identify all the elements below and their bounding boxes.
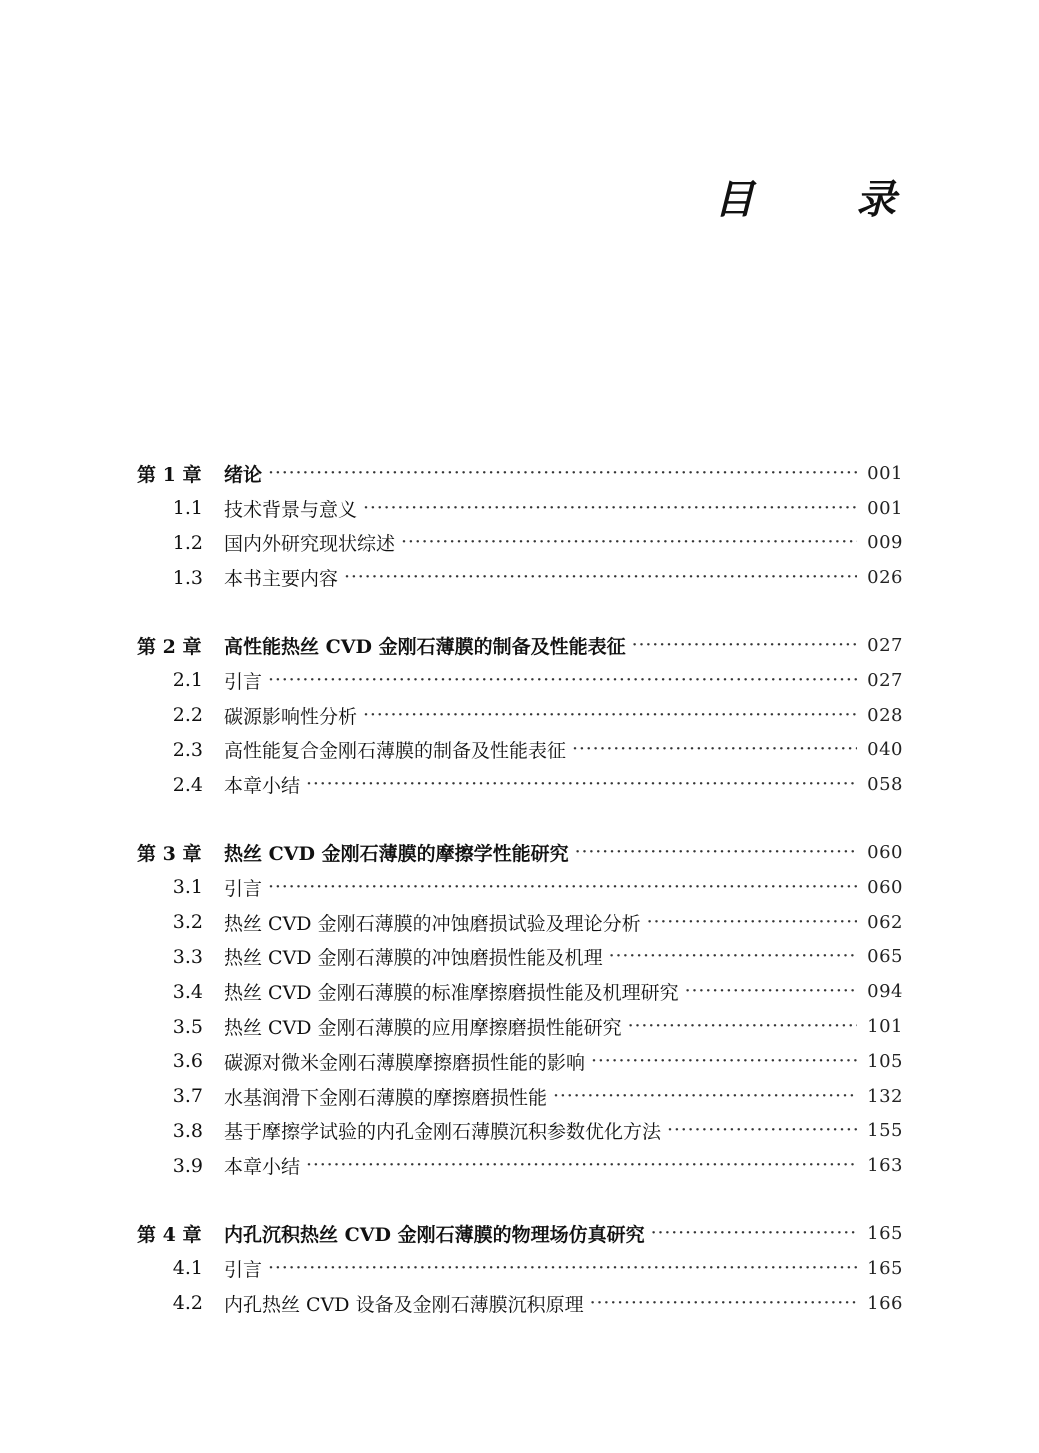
toc-section-row[interactable] bbox=[0, 1148, 1039, 1183]
toc-entry-body bbox=[224, 874, 903, 901]
toc-entry-body bbox=[224, 495, 903, 522]
page-number: 026 bbox=[867, 567, 903, 589]
toc-entry-body bbox=[224, 839, 903, 866]
toc-entry-body bbox=[224, 771, 903, 798]
section-title: 技术背景与意义 bbox=[224, 498, 358, 521]
toc-section-row[interactable] bbox=[0, 940, 1039, 975]
toc-entry-body bbox=[224, 564, 903, 591]
dot-leader bbox=[667, 1119, 857, 1138]
section-title: 引言 bbox=[224, 877, 263, 900]
chapter-title: 热丝 CVD 金刚石薄膜的摩擦学性能研究 bbox=[224, 843, 569, 866]
section-number: 1.1 bbox=[172, 497, 203, 520]
section-title: 本章小结 bbox=[224, 1156, 301, 1179]
section-title: 引言 bbox=[224, 1258, 263, 1281]
toc-entry-body bbox=[224, 529, 903, 556]
toc-chapter-block bbox=[0, 628, 1039, 802]
page-title: 目 录 bbox=[714, 177, 940, 223]
page-number: 163 bbox=[867, 1155, 903, 1177]
section-number: 3.2 bbox=[172, 911, 203, 934]
section-title: 内孔热丝 CVD 设备及金刚石薄膜沉积原理 bbox=[224, 1293, 584, 1316]
section-number: 2.4 bbox=[172, 773, 203, 796]
page-number: 094 bbox=[867, 981, 903, 1003]
toc-section-row[interactable] bbox=[0, 1286, 1039, 1321]
toc-section-row[interactable] bbox=[0, 974, 1039, 1009]
dot-leader bbox=[651, 1222, 858, 1241]
dot-leader bbox=[306, 1154, 857, 1173]
page-number: 027 bbox=[867, 635, 903, 657]
dot-leader bbox=[572, 738, 857, 757]
dot-leader bbox=[268, 876, 857, 895]
section-number: 3.1 bbox=[172, 876, 203, 899]
page-number: 040 bbox=[867, 739, 903, 761]
chapter-title: 高性能热丝 CVD 金刚石薄膜的制备及性能表征 bbox=[224, 636, 626, 659]
toc-entry-body bbox=[224, 1083, 903, 1110]
section-number: 1.2 bbox=[172, 531, 203, 554]
section-number: 3.3 bbox=[172, 945, 203, 968]
dot-leader bbox=[647, 911, 858, 930]
section-title: 热丝 CVD 金刚石薄膜的冲蚀磨损试验及理论分析 bbox=[224, 912, 641, 935]
toc-entry-body bbox=[224, 632, 903, 659]
toc-chapter-row[interactable] bbox=[0, 835, 1039, 870]
page-number: 060 bbox=[867, 842, 903, 864]
page-number: 058 bbox=[867, 774, 903, 796]
toc-entry-body bbox=[224, 1255, 903, 1282]
toc-entry-body bbox=[224, 702, 903, 729]
dot-leader bbox=[306, 773, 857, 792]
dot-leader bbox=[363, 704, 857, 723]
toc-entry-body bbox=[224, 1048, 903, 1075]
toc-chapter-block bbox=[0, 456, 1039, 595]
section-number: 3.6 bbox=[172, 1050, 203, 1073]
chapter-number: 第 4 章 bbox=[137, 1224, 202, 1247]
table-of-contents bbox=[0, 456, 1039, 1354]
section-number: 3.8 bbox=[172, 1119, 203, 1142]
dot-leader bbox=[632, 634, 858, 653]
toc-entry-body bbox=[224, 1152, 903, 1179]
dot-leader bbox=[344, 566, 857, 585]
dot-leader bbox=[268, 669, 857, 688]
toc-section-row[interactable] bbox=[0, 491, 1039, 526]
toc-entry-body bbox=[224, 1290, 903, 1317]
page-number: 132 bbox=[867, 1085, 903, 1107]
section-number: 3.5 bbox=[172, 1015, 203, 1038]
section-title: 热丝 CVD 金刚石薄膜的冲蚀磨损性能及机理 bbox=[224, 947, 603, 970]
toc-section-row[interactable] bbox=[0, 870, 1039, 905]
dot-leader bbox=[401, 531, 857, 550]
toc-entry-body bbox=[224, 1013, 903, 1040]
page-number: 166 bbox=[867, 1292, 903, 1314]
page-number: 065 bbox=[867, 946, 903, 968]
toc-section-row[interactable] bbox=[0, 767, 1039, 802]
chapter-number: 第 2 章 bbox=[137, 636, 202, 659]
page-number: 001 bbox=[867, 462, 903, 484]
toc-entry-body bbox=[224, 943, 903, 970]
section-title: 本书主要内容 bbox=[224, 568, 339, 591]
toc-entry-body bbox=[224, 978, 903, 1005]
toc-chapter-block bbox=[0, 835, 1039, 1183]
page-number: 105 bbox=[867, 1050, 903, 1072]
chapter-number: 第 1 章 bbox=[137, 463, 202, 486]
page-number: 165 bbox=[867, 1223, 903, 1245]
section-number: 2.3 bbox=[172, 738, 203, 761]
dot-leader bbox=[685, 980, 858, 999]
section-title: 本章小结 bbox=[224, 775, 301, 798]
toc-section-row[interactable] bbox=[0, 905, 1039, 940]
section-number: 4.2 bbox=[172, 1292, 203, 1315]
section-title: 基于摩擦学试验的内孔金刚石薄膜沉积参数优化方法 bbox=[224, 1121, 662, 1144]
section-title: 引言 bbox=[224, 670, 263, 693]
chapter-number: 第 3 章 bbox=[137, 843, 202, 866]
toc-chapter-row[interactable] bbox=[0, 456, 1039, 491]
toc-section-row[interactable] bbox=[0, 526, 1039, 561]
section-number: 4.1 bbox=[172, 1257, 203, 1280]
toc-section-row[interactable] bbox=[0, 560, 1039, 595]
section-number: 3.9 bbox=[172, 1154, 203, 1177]
toc-section-row[interactable] bbox=[0, 663, 1039, 698]
page-number: 165 bbox=[867, 1257, 903, 1279]
toc-entry-body bbox=[224, 460, 903, 487]
section-number: 3.7 bbox=[172, 1085, 203, 1108]
toc-entry-body bbox=[224, 1117, 903, 1144]
section-title: 碳源影响性分析 bbox=[224, 705, 358, 728]
dot-leader bbox=[268, 1257, 857, 1276]
dot-leader bbox=[553, 1085, 857, 1104]
toc-chapter-block bbox=[0, 1216, 1039, 1320]
dot-leader bbox=[268, 462, 857, 481]
chapter-title: 绪论 bbox=[224, 463, 263, 486]
chapter-title: 内孔沉积热丝 CVD 金刚石薄膜的物理场仿真研究 bbox=[224, 1224, 645, 1247]
toc-entry-body bbox=[224, 667, 903, 694]
section-title: 高性能复合金刚石薄膜的制备及性能表征 bbox=[224, 740, 567, 763]
page-number: 001 bbox=[867, 497, 903, 519]
section-number: 2.1 bbox=[172, 669, 203, 692]
page-number: 101 bbox=[867, 1016, 903, 1038]
page-number: 027 bbox=[867, 669, 903, 691]
section-number: 3.4 bbox=[172, 980, 203, 1003]
dot-leader bbox=[628, 1015, 858, 1034]
dot-leader bbox=[591, 1050, 857, 1069]
section-number: 1.3 bbox=[172, 566, 203, 589]
toc-section-row[interactable] bbox=[0, 1079, 1039, 1114]
toc-entry-body bbox=[224, 736, 903, 763]
toc-entry-body bbox=[224, 909, 903, 936]
toc-section-row[interactable] bbox=[0, 1044, 1039, 1079]
dot-leader bbox=[575, 841, 858, 860]
toc-chapter-row[interactable] bbox=[0, 1216, 1039, 1251]
toc-entry-body bbox=[224, 1220, 903, 1247]
toc-section-row[interactable] bbox=[0, 733, 1039, 768]
page-number: 062 bbox=[867, 911, 903, 933]
toc-chapter-row[interactable] bbox=[0, 628, 1039, 663]
toc-section-row[interactable] bbox=[0, 1114, 1039, 1149]
dot-leader bbox=[590, 1292, 858, 1311]
page-number: 009 bbox=[867, 532, 903, 554]
toc-section-row[interactable] bbox=[0, 1009, 1039, 1044]
toc-section-row[interactable] bbox=[0, 698, 1039, 733]
page-number: 028 bbox=[867, 704, 903, 726]
page-number: 060 bbox=[867, 876, 903, 898]
dot-leader bbox=[363, 497, 857, 516]
section-title: 热丝 CVD 金刚石薄膜的标准摩擦磨损性能及机理研究 bbox=[224, 982, 679, 1005]
toc-section-row[interactable] bbox=[0, 1251, 1039, 1286]
section-number: 2.2 bbox=[172, 704, 203, 727]
section-title: 水基润滑下金刚石薄膜的摩擦磨损性能 bbox=[224, 1086, 548, 1109]
dot-leader bbox=[609, 945, 858, 964]
page-number: 155 bbox=[867, 1120, 903, 1142]
section-title: 国内外研究现状综述 bbox=[224, 533, 396, 556]
section-title: 碳源对微米金刚石薄膜摩擦磨损性能的影响 bbox=[224, 1051, 586, 1074]
section-title: 热丝 CVD 金刚石薄膜的应用摩擦磨损性能研究 bbox=[224, 1017, 622, 1040]
